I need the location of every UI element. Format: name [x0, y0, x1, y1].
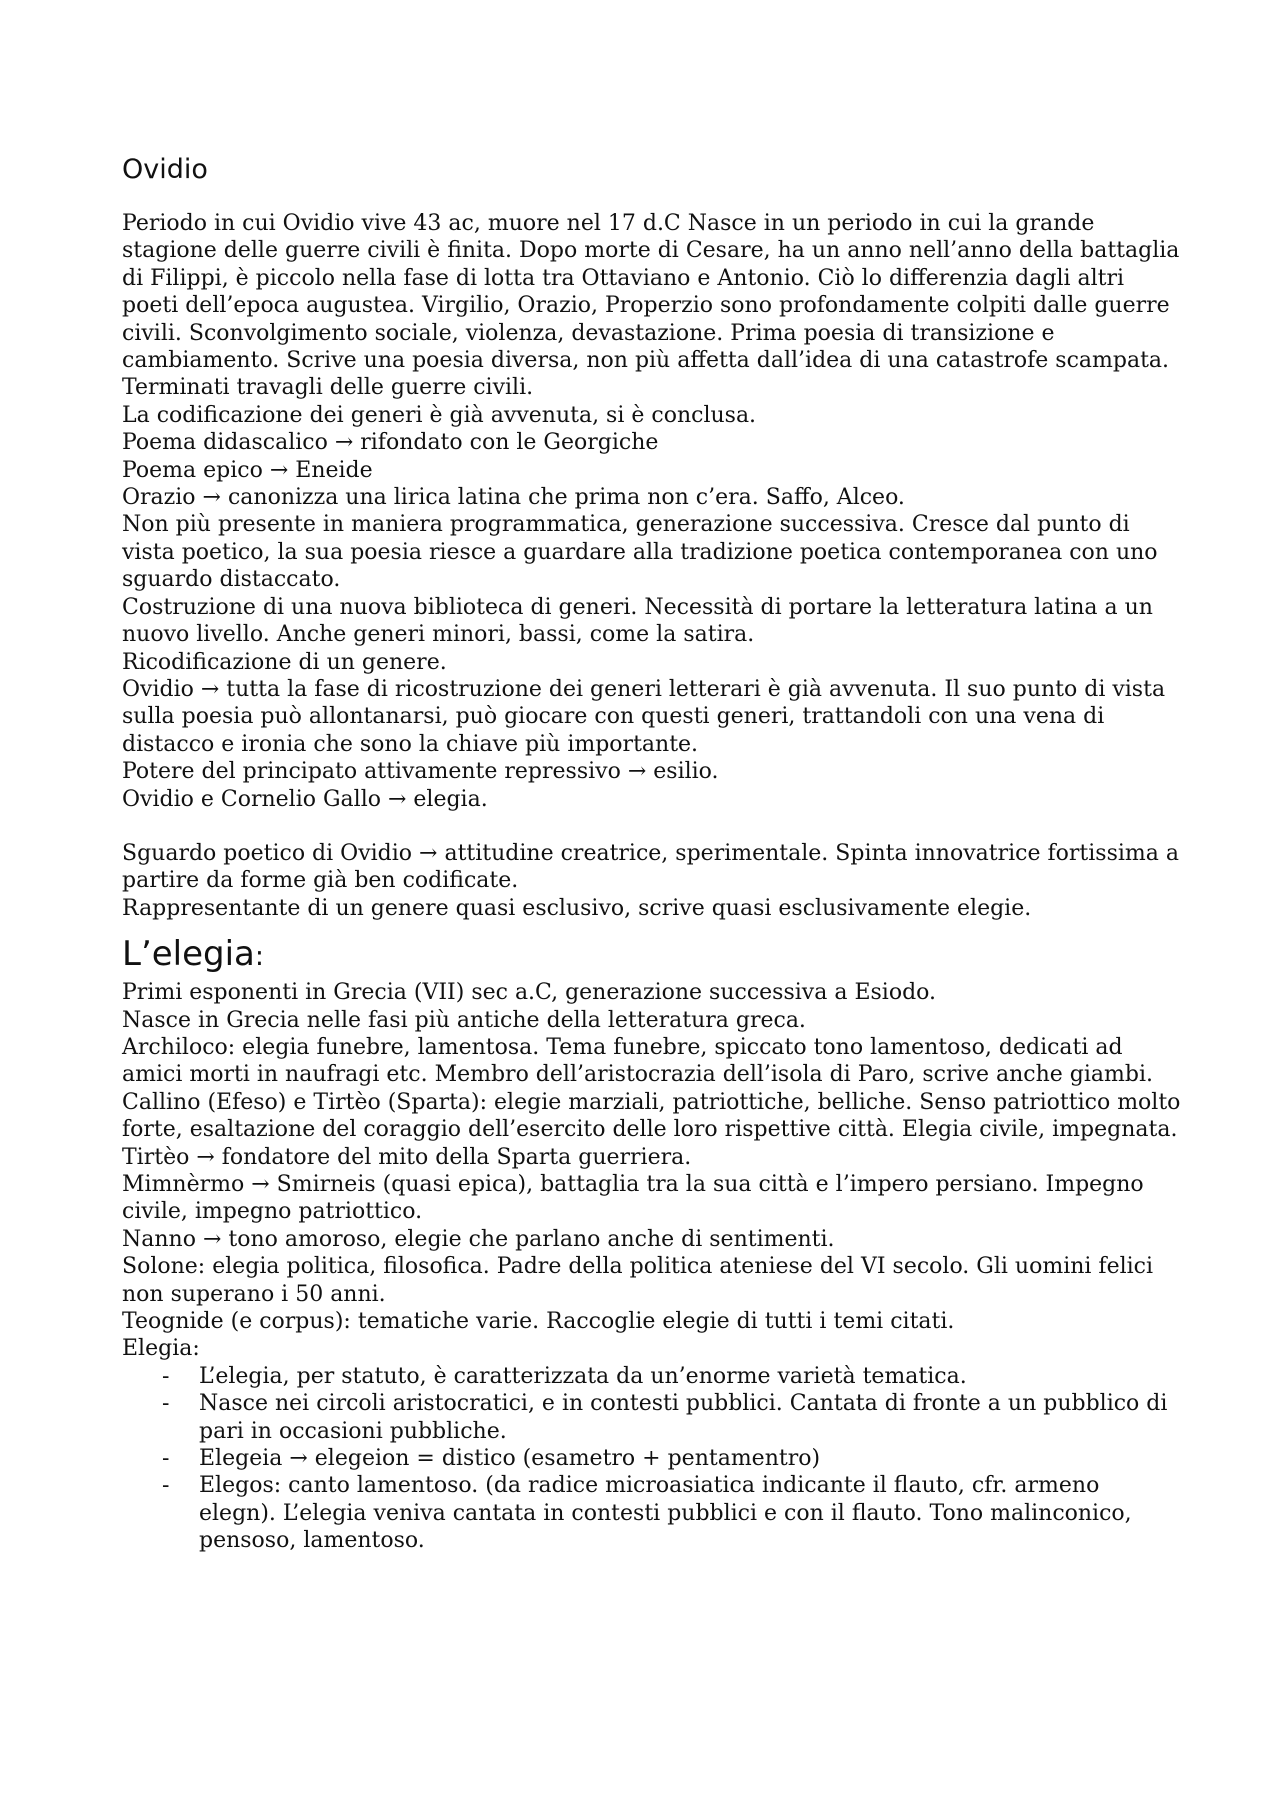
list-item [122, 1445, 1182, 1472]
paragraph: Non più presente in maniera programmatica, generazione successiva. Cresce dal punto di vista poetico, la sua poesia riesce a guardare alla tradizione poetica contemporanea con uno sguardo distaccato. [122, 512, 1158, 593]
paragraph: Tirtèo → fondatore del mito della Sparta guerriera. [122, 1144, 692, 1170]
paragraph: Callino (Efeso) e Tirtèo (Sparta): elegie marziali, patriottiche, belliche. Senso patriottico molto forte, esaltazione del coraggio dell’esercito delle loro rispettive città. Elegia civile, impegnata. [122, 1089, 1181, 1143]
paragraph: Elegia: [122, 1336, 200, 1362]
paragraph: Primi esponenti in Grecia (VII) sec a.C, generazione successiva a Esiodo. [122, 980, 937, 1006]
paragraph: Ricodificazione di un genere. [122, 649, 447, 675]
bullet-list [122, 1363, 1182, 1555]
bullet-dash: - [162, 1363, 170, 1389]
paragraph: Potere del principato attivamente repressivo → esilio. [122, 759, 719, 785]
list-item-text: Elegeia → elegeion = distico (esametro + pentamentro) [199, 1446, 821, 1472]
paragraph: Rappresentante di un genere quasi esclusivo, scrive quasi esclusivamente elegie. [122, 895, 1032, 921]
list-item-text: Nasce nei circoli aristocratici, e in contesti pubblici. Cantata di fronte a un pubblico di pari in occasioni pubbliche. [199, 1391, 1168, 1444]
bullet-dash: - [162, 1473, 170, 1499]
paragraph: Orazio → canonizza una lirica latina che prima non c’era. Saffo, Alceo. [122, 485, 905, 511]
bullet-dash: - [162, 1391, 170, 1417]
paragraph: Costruzione di una nuova biblioteca di generi. Necessità di portare la letteratura latina a un nuovo livello. Anche generi minori, bassi, come la satira. [122, 594, 1153, 648]
bullet-dash: - [162, 1446, 170, 1472]
section-ovidio [122, 210, 1182, 922]
list-item-text: L’elegia, per statuto, è caratterizzata da un’enorme varietà tematica. [199, 1363, 967, 1389]
list-item [122, 1472, 1182, 1554]
paragraph: Mimnèrmo → Smirneis (quasi epica), battaglia tra la sua città e l’impero persiano. Impegno civile, impegno patriottico. [122, 1172, 1144, 1225]
section-heading-text: L’elegia [122, 934, 255, 975]
blank-line [122, 813, 1182, 840]
paragraph: Poema didascalico → rifondato con le Georgiche [122, 430, 659, 456]
section-heading [122, 932, 1182, 979]
paragraph: Solone: elegia politica, filosofica. Padre della politica ateniese del VI secolo. Gli uomini felici non superano i 50 anni. [122, 1254, 1154, 1307]
section-heading-colon: : [254, 941, 265, 973]
paragraph: Ovidio e Cornelio Gallo → elegia. [122, 786, 488, 812]
list-item [122, 1363, 1182, 1390]
paragraph: La codificazione dei generi è già avvenuta, si è conclusa. [122, 402, 757, 428]
paragraph: Poema epico → Eneide [122, 457, 373, 483]
document-page [122, 150, 1182, 1555]
paragraph: Sguardo poetico di Ovidio → attitudine creatrice, sperimentale. Spinta innovatrice fortissima a partire da forme già ben codificate. [122, 840, 1179, 894]
paragraph: Periodo in cui Ovidio vive 43 ac, muore nel 17 d.C Nasce in un periodo in cui la grande stagione delle guerre civili è finita. Dopo morte di Cesare, ha un anno nell’anno della battaglia di Filippi, è piccolo nella fase di lotta tra Ottaviano e Antonio. Ciò lo differenzia dagli altri poeti dell’epoca augustea. Virgilio, Orazio, Properzio sono profondamente colpiti dalle guerre civili. Sconvolgimento sociale, violenza, devastazione. Prima poesia di transizione e cambiamento. Scrive una poesia diversa, non più affetta dall’idea di una catastrofe scampata. Terminati travagli delle guerre civili. [122, 211, 1180, 401]
paragraph: Ovidio → tutta la fase di ricostruzione dei generi letterari è già avvenuta. Il suo punto di vista sulla poesia può allontanarsi, può giocare con questi generi, trattandoli con una vena di distacco e ironia che sono la chiave più importante. [122, 676, 1166, 757]
paragraph: Teognide (e corpus): tematiche varie. Raccoglie elegie di tutti i temi citati. [122, 1309, 955, 1335]
paragraph: Nanno → tono amoroso, elegie che parlano anche di sentimenti. [122, 1226, 835, 1252]
paragraph: Archiloco: elegia funebre, lamentosa. Tema funebre, spiccato tono lamentoso, dedicati ad amici morti in naufragi etc. Membro dell’aristocrazia dell’isola di Paro, scrive anche giambi. [122, 1034, 1153, 1088]
list-item-text: Elegos: canto lamentoso. (da radice microasiatica indicante il flauto, cfr. armeno elegn). L’elegia veniva cantata in contesti pubblici e con il flauto. Tono malinconico, pensoso, lamentoso. [199, 1473, 1132, 1554]
document-title: Ovidio [122, 154, 208, 185]
paragraph: Nasce in Grecia nelle fasi più antiche della letteratura greca. [122, 1007, 806, 1033]
section-elegia [122, 932, 1182, 1555]
list-item [122, 1390, 1182, 1445]
